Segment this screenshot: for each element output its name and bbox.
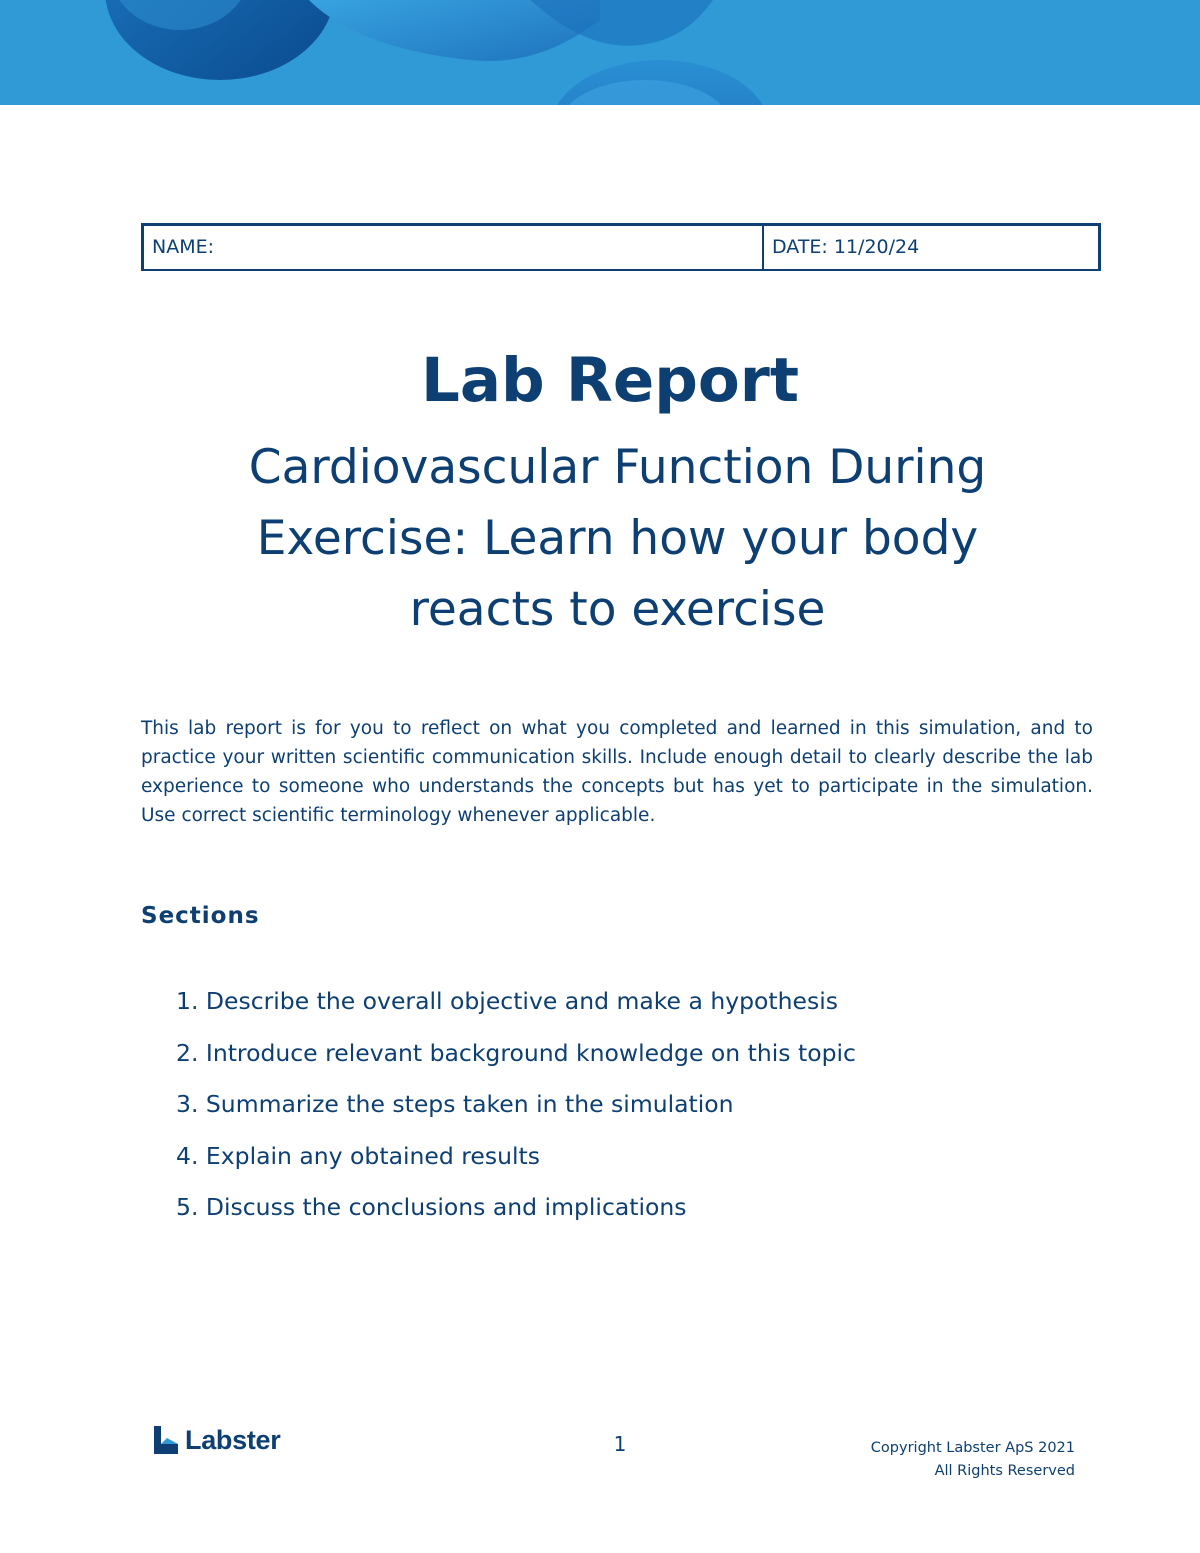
logo-text: Labster [185,1424,281,1455]
labster-logo-icon [152,1424,180,1456]
banner-decoration-graphic [0,0,1200,105]
name-date-table [141,223,1101,271]
labster-logo [152,1424,280,1456]
name-field[interactable]: NAME: [144,226,764,269]
page-title: Lab Report [420,345,800,416]
list-item: 3. Summarize the steps taken in the simulation [176,1090,734,1118]
intro-paragraph: This lab report is for you to reflect on what you completed and learned in this simulation, and to practice your written scientific communication skills. Include enough detail to clearly describe the lab experience to someone who understands the concepts but has yet to participate in the simulation. Use correct scientific terminology whenever applicable. [141,718,1093,826]
page-number: 1 [613,1432,627,1456]
rights-line: All Rights Reserved [934,1463,1075,1479]
page-subtitle: Cardiovascular Function During Exercise: Learn how your body reacts to exercise [248,440,987,637]
date-field[interactable]: DATE: 11/20/24 [772,236,920,258]
list-item: 5. Discuss the conclusions and implications [176,1193,687,1221]
sections-list [176,983,856,1241]
list-item: 1. Describe the overall objective and make a hypothesis [176,987,839,1015]
copyright-notice [871,1437,1075,1483]
copyright-line: Copyright Labster ApS 2021 [870,1440,1075,1456]
list-item: 4. Explain any obtained results [176,1141,540,1170]
sections-heading: Sections [141,903,260,929]
list-item: 2. Introduce relevant background knowledge on this topic [176,1038,856,1067]
header-banner [0,0,1200,105]
